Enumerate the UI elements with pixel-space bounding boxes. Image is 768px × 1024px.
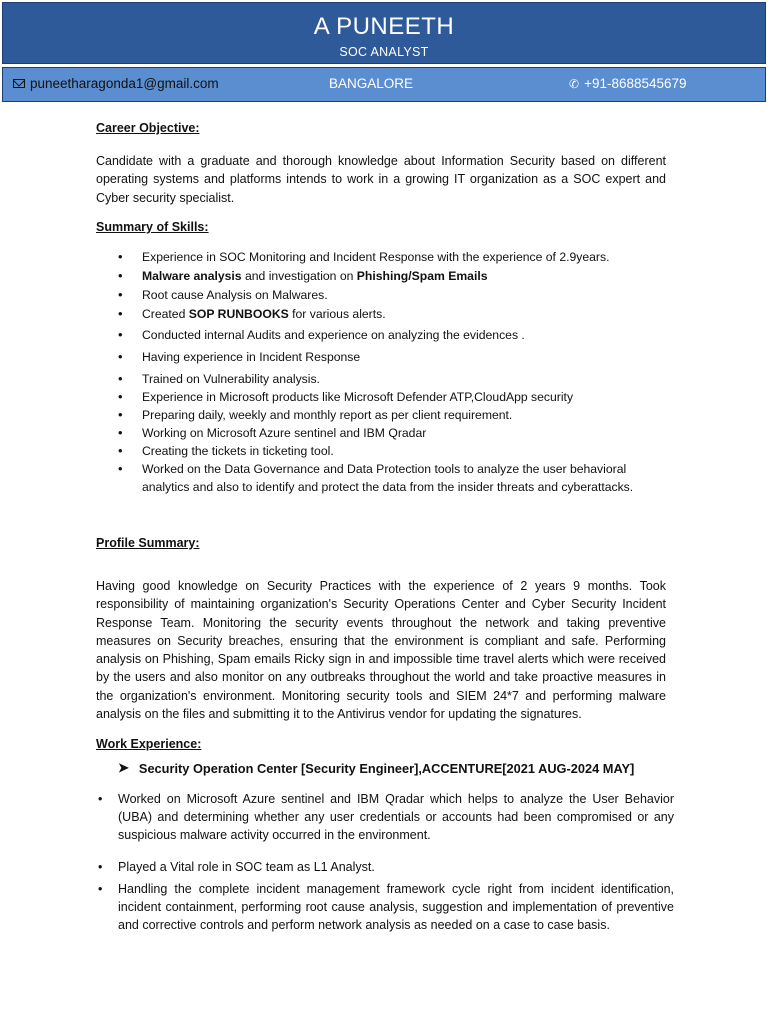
career-objective-heading: Career Objective: <box>96 121 200 135</box>
phone-text[interactable]: +91-8688545679 <box>584 76 687 91</box>
mail-icon <box>13 79 25 88</box>
skill-item: • Experience in SOC Monitoring and Incident Response with the experience of 2.9years. <box>118 248 638 266</box>
skill-item: • Conducted internal Audits and experience on analyzing the evidences . <box>118 326 638 344</box>
skill-item: • Preparing daily, weekly and monthly report as per client requirement. <box>118 406 638 424</box>
duty-item: • Played a Vital role in SOC team as L1 Analyst. <box>96 858 674 876</box>
phone-icon: ✆ <box>569 76 580 91</box>
duty-item: • Handling the complete incident management framework cycle right from incident identification, incident containment, performing root cause analysis, suggestion and implementation of preventive and corrective controls and perform network analysis as needed on a case to case basis. <box>96 880 674 934</box>
skill-item: • Trained on Vulnerability analysis. <box>118 370 638 388</box>
skill-item: • Root cause Analysis on Malwares. <box>118 286 638 304</box>
skill-item: • Created SOP RUNBOOKS for various alerts. <box>118 305 638 323</box>
location-text: BANGALORE <box>329 76 414 91</box>
email-text[interactable]: puneetharagonda1@gmail.com <box>30 76 219 91</box>
skills-list <box>118 248 638 496</box>
phone-contact[interactable] <box>569 76 687 91</box>
contact-bar <box>2 67 766 102</box>
job-entry <box>118 760 634 776</box>
skill-item: • Having experience in Incident Response <box>118 348 638 366</box>
skill-item: • Worked on the Data Governance and Data Protection tools to analyze the user behavioral analytics and also to identify and protect the data from the insider threats and cyberattacks. <box>118 460 638 496</box>
work-experience-heading: Work Experience: <box>96 737 202 751</box>
skills-heading: Summary of Skills: <box>96 220 209 234</box>
duty-item: • Worked on Microsoft Azure sentinel and IBM Qradar which helps to analyze the User Behavior (UBA) and determining whether any user credentials or accounts had been compromised or any suspicious malware activity occurred in the environment. <box>96 790 674 844</box>
skill-item: • Experience in Microsoft products like Microsoft Defender ATP,CloudApp security <box>118 388 638 406</box>
email-contact[interactable] <box>13 76 219 91</box>
skill-item: • Malware analysis and investigation on Phishing/Spam Emails <box>118 267 638 285</box>
career-objective-text: Candidate with a graduate and thorough knowledge about Information Security based on different operating systems and platforms intends to work in a growing IT organization as a SOC expert and Cyber security specialist. <box>96 154 666 205</box>
candidate-name: A PUNEETH <box>313 13 455 40</box>
profile-summary-text: Having good knowledge on Security Practices with the experience of 2 years 9 months. Took responsibility of maintaining organization's Security Operations Center and Cyber Security Incident Response Team. Monitoring the security events throughout the network and taking preventive measures on Security breaches, ensuring that the environment is compliant and safe. Performing analysis on Phishing, Spam emails Ricky sign in and impossible time travel alerts which were received by the users and also monitor on any outbreaks throughout the world and take proactive measures in the organization's environment. Monitoring security tools and SIEM 24*7 and performing malware analysis on the files and submitting it to the Antivirus vendor for updating the signatures. <box>96 579 666 722</box>
profile-summary-heading: Profile Summary: <box>96 536 200 550</box>
skill-item: • Working on Microsoft Azure sentinel and IBM Qradar <box>118 424 638 442</box>
arrow-bullet-icon: ➤ <box>118 760 129 775</box>
skill-item: • Creating the tickets in ticketing tool. <box>118 442 638 460</box>
candidate-title: SOC ANALYST <box>339 45 429 59</box>
duties-list <box>96 790 674 934</box>
header-banner <box>2 2 766 64</box>
job-title: Security Operation Center [Security Engineer],ACCENTURE[2021 AUG-2024 MAY] <box>138 760 635 776</box>
